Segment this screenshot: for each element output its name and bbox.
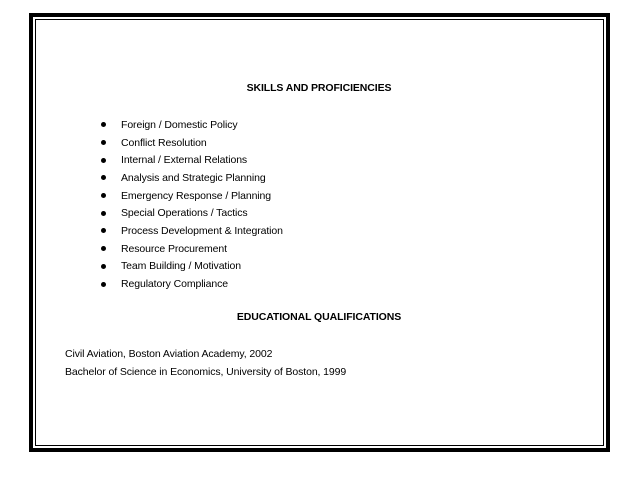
- list-item: [98, 204, 283, 222]
- skill-label: Team Building / Motivation: [121, 260, 241, 273]
- skill-label: Analysis and Strategic Planning: [121, 171, 266, 184]
- list-item: Civil Aviation, Boston Aviation Academy, 2002: [65, 348, 273, 360]
- education-list: [65, 346, 346, 381]
- skill-label: Process Development & Integration: [121, 224, 283, 237]
- skill-label: Foreign / Domestic Policy: [121, 118, 238, 131]
- list-item: [98, 258, 283, 276]
- bullet-icon: [101, 140, 106, 145]
- skill-label: Regulatory Compliance: [121, 278, 229, 291]
- list-item: [98, 275, 283, 293]
- list-item: [98, 116, 283, 134]
- list-item: [98, 134, 283, 152]
- bullet-icon: [101, 228, 106, 233]
- bullet-icon: [101, 246, 106, 251]
- bullet-icon: [101, 122, 106, 127]
- skill-label: Emergency Response / Planning: [121, 189, 272, 202]
- bullet-icon: [101, 158, 106, 163]
- bullet-icon: [101, 211, 106, 216]
- bullet-icon: [101, 264, 106, 269]
- skills-heading: SKILLS AND PROFICIENCIES: [246, 82, 392, 94]
- bullet-icon: [101, 175, 106, 180]
- bullet-icon: [101, 193, 106, 198]
- bullet-icon: [101, 282, 106, 287]
- list-item: Bachelor of Science in Economics, University of Boston, 1999: [65, 365, 347, 378]
- skill-label: Resource Procurement: [121, 242, 227, 255]
- skill-label: Special Operations / Tactics: [121, 207, 248, 220]
- list-item: [98, 151, 283, 169]
- skill-label: Internal / External Relations: [121, 154, 248, 167]
- skills-list: [98, 116, 283, 293]
- skill-label: Conflict Resolution: [121, 136, 207, 149]
- list-item: [98, 240, 283, 258]
- list-item: [98, 169, 283, 187]
- list-item: [98, 187, 283, 205]
- list-item: [98, 222, 283, 240]
- education-heading: EDUCATIONAL QUALIFICATIONS: [236, 311, 402, 323]
